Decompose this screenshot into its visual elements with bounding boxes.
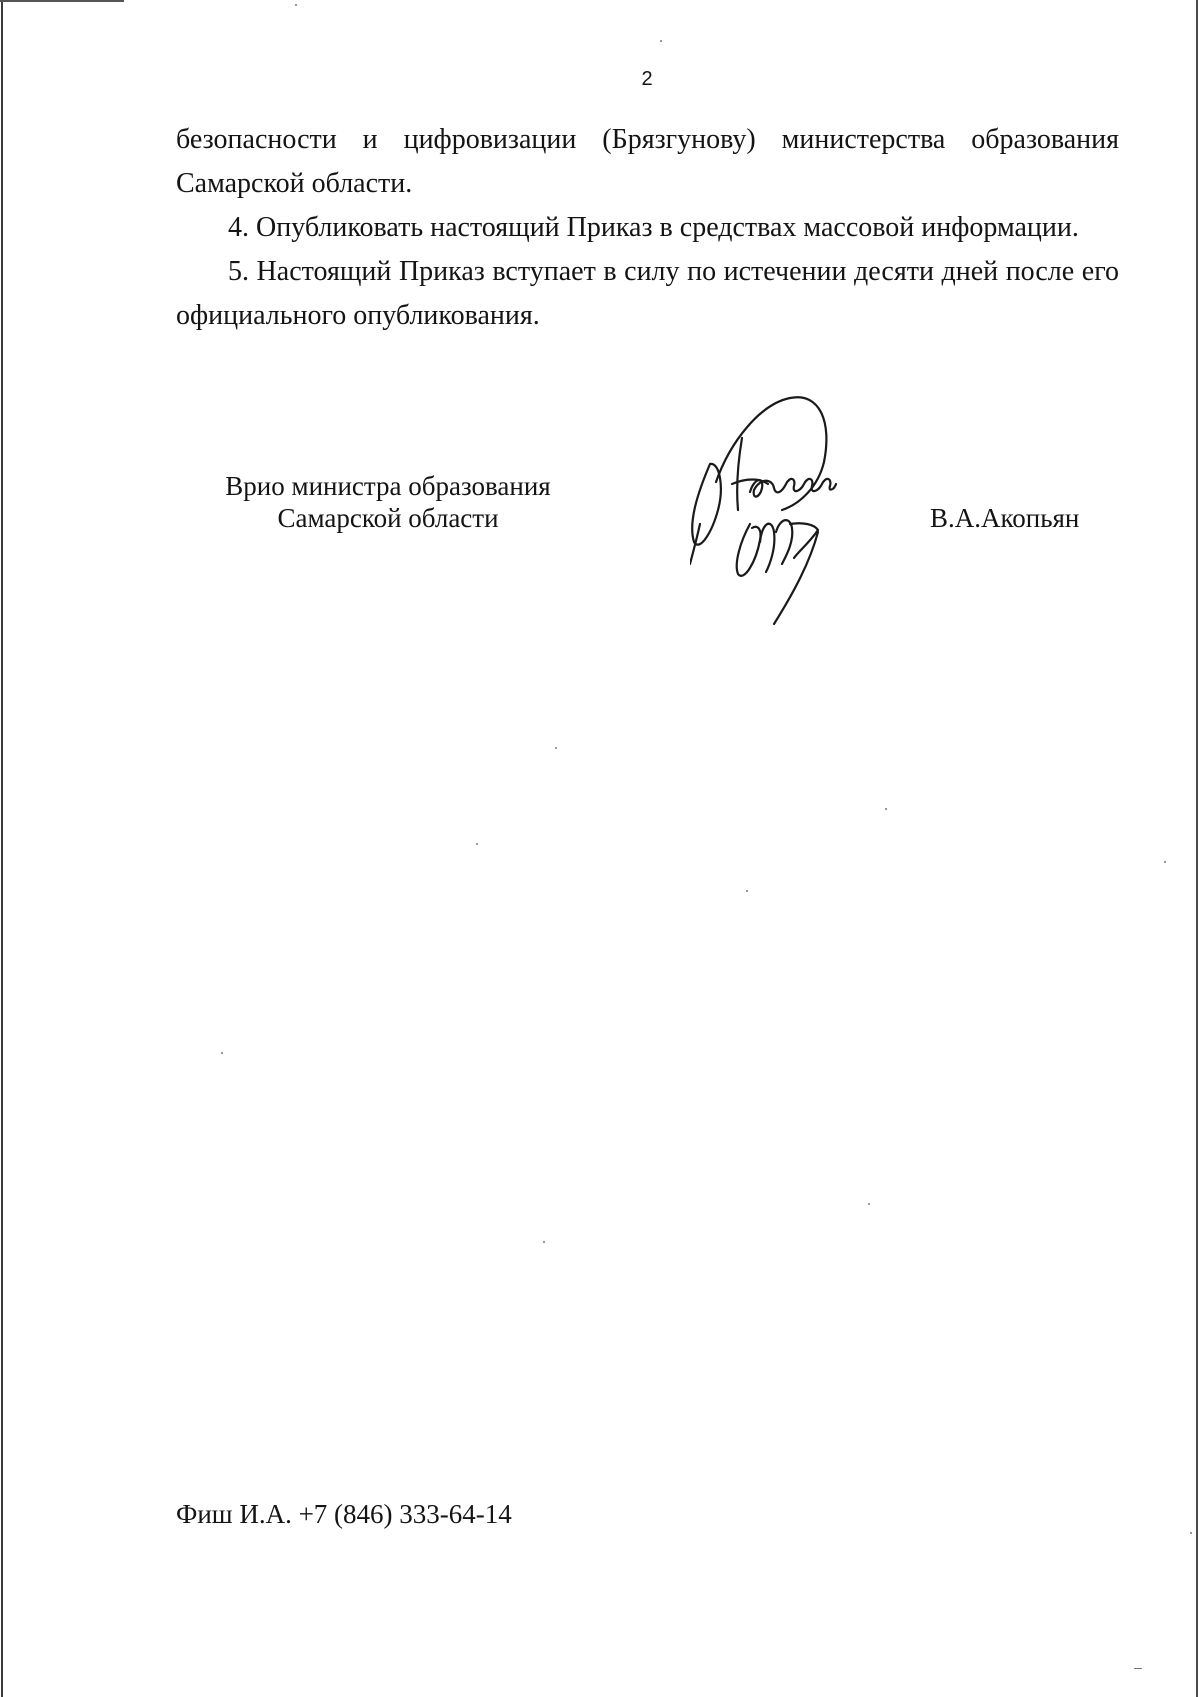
item-5-line-1: 5. Настоящий Приказ вступает в силу по истечении десяти дней после его — [228, 256, 1119, 287]
signer-position-line-1: Врио министра образования — [225, 471, 551, 501]
scan-speck — [1134, 1668, 1142, 1669]
paragraph-continuation-line-1: безопасности и цифровизации (Брязгунову) министерства образования — [176, 124, 1119, 155]
item-5-line-2-wrapper — [176, 294, 1119, 337]
handwritten-signature — [690, 392, 910, 632]
item-4-text: 4. Опубликовать настоящий Приказ в средствах массовой информации. — [228, 212, 1079, 243]
paragraph-continuation-line-2-wrapper — [176, 162, 1119, 205]
scan-speck — [221, 1052, 223, 1054]
signer-name: В.А.Акопьян — [930, 503, 1080, 533]
signer-position-line-2: Самарской области — [277, 503, 499, 533]
scan-speck — [868, 1203, 870, 1205]
scan-speck — [555, 747, 557, 749]
item-5-line-2: официального опубликования. — [176, 300, 540, 331]
scan-speck — [885, 808, 887, 810]
scan-edge-right — [1196, 0, 1198, 1697]
contact-line: Фиш И.А. +7 (846) 333-64-14 — [176, 1499, 512, 1529]
scan-speck — [476, 843, 478, 845]
scan-edge-left — [1, 0, 3, 1697]
scan-speck — [543, 1241, 545, 1243]
item-5 — [176, 250, 1119, 293]
scan-speck — [660, 40, 662, 42]
scan-speck — [746, 890, 748, 892]
scan-speck — [1190, 1532, 1192, 1534]
scan-speck — [295, 4, 297, 6]
scan-speck — [1164, 861, 1166, 863]
paragraph-continuation — [176, 118, 1119, 161]
item-4 — [176, 206, 1119, 249]
page-number: 2 — [641, 68, 653, 90]
paragraph-continuation-line-2: Самарской области. — [176, 168, 413, 199]
scan-edge-top — [0, 0, 124, 2]
signer-position — [188, 470, 588, 534]
